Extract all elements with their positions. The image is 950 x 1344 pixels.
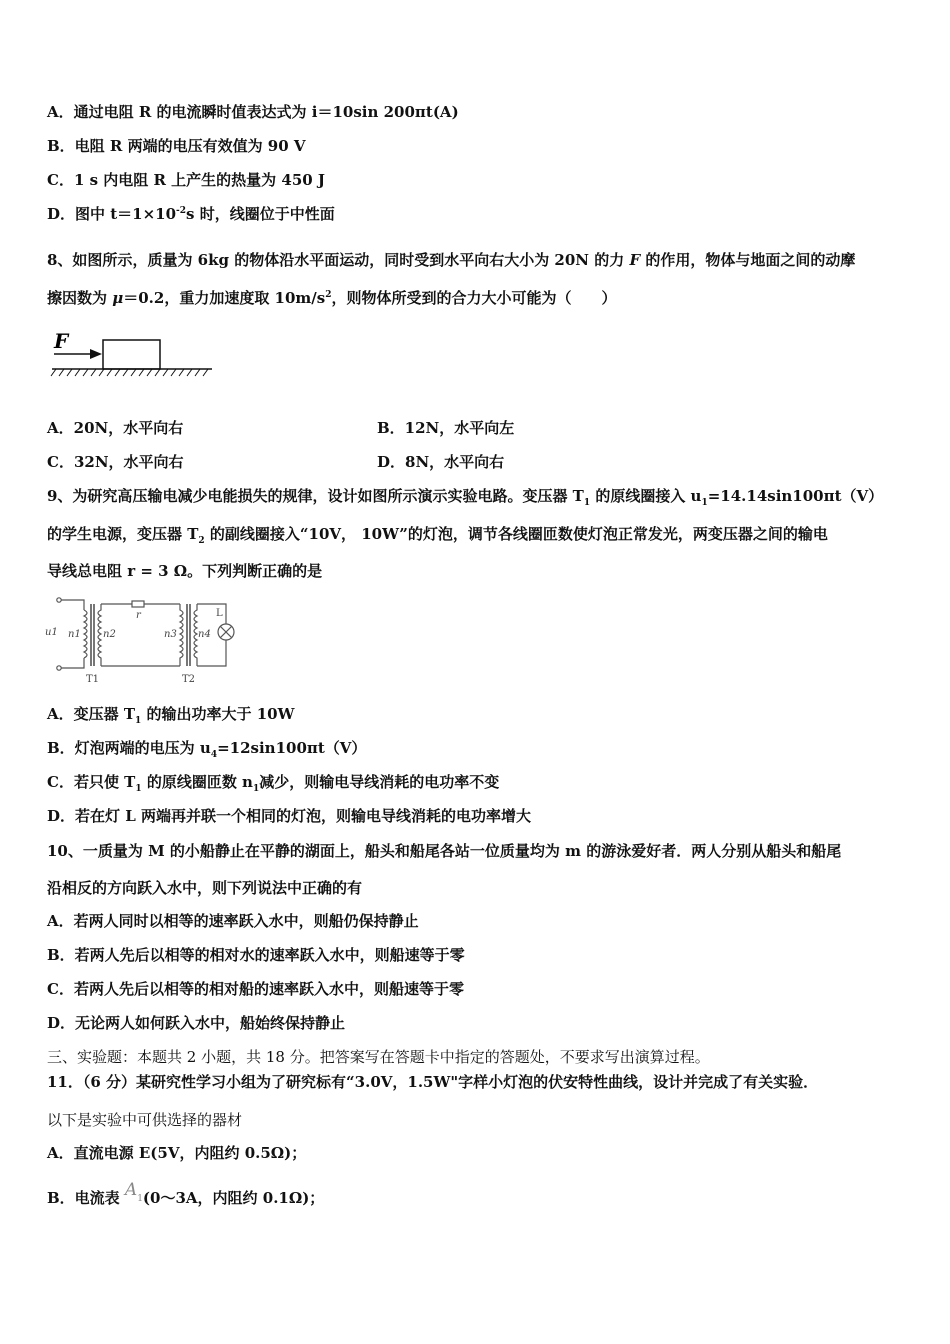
coil-n4 (194, 604, 197, 666)
resistor-r (132, 601, 144, 607)
q7-option-d: D．图中 $t=1\times 10^{-2}s$ 时，线圈位于中性面 (47, 205, 335, 223)
coil-n1 (84, 610, 87, 658)
label-n3: n3 (164, 629, 177, 640)
q11-stem-line2: 以下是实验中可供选择的器材 (47, 1111, 243, 1129)
q8-block-figure (48, 328, 218, 380)
q8-option-c: C．32N，水平向右 (47, 453, 184, 471)
q10-stem-line2: 沿相反的方向跃入水中，则下列说法中正确的有 (47, 879, 363, 897)
label-n1: n1 (68, 629, 81, 640)
q10-option-b: B．若两人先后以相等的相对水的速率跃入水中，则船速等于零 (47, 946, 465, 964)
q8-options-row1 (47, 418, 907, 438)
label-r: r (136, 610, 141, 621)
input-terminal-top (57, 598, 61, 602)
q11-stem-line1: 11．（6 分）某研究性学习小组为了研究标有“3.0V，1.5W"字样小灯泡的伏安特性曲线，设计并完成了有关实验． (47, 1073, 819, 1091)
force-arrowhead (90, 349, 102, 359)
label-l: L (216, 608, 223, 619)
ground-hatch (51, 369, 208, 376)
q8-stem-line1: 8、如图所示，质量为 6kg 的物体沿水平面运动，同时受到水平向右大小为 20N 的力 F 的作用，物体与地面之间的动摩 (47, 251, 856, 269)
q9-circuit-figure (44, 590, 244, 686)
q9-stem-line3: 导线总电阻 r = 3 Ω。下列判断正确的是 (47, 562, 323, 580)
q9-stem-line1: 9、为研究高压输电减少电能损失的规律，设计如图所示演示实验电路。变压器 $T_1$ 的原线圈接入 $u_1=14.14\sin 100\pi t(V)$ (47, 487, 884, 508)
ammeter-symbol: A (124, 1180, 138, 1200)
q9-stem-line2: 的学生电源，变压器 $T_2$ 的副线圈接入“10V， 10W”的灯泡，调节各线圈匝数使灯泡正常发光，两变压器之间的输电 (47, 525, 828, 546)
q8-options-row2 (47, 452, 907, 472)
label-n4: n4 (198, 629, 211, 640)
force-label: F (54, 329, 69, 353)
q11-option-a: A．直流电源 E(5V，内阻约 0.5Ω)； (47, 1144, 307, 1162)
q8-stem-line2: 擦因数为 μ＝0.2，重力加速度取 $10m/s^2$，则物体所受到的合力大小可能为（ ） (47, 289, 617, 307)
section-3-heading: 三、实验题：本题共 2 小题，共 18 分。把答案写在答题卡中指定的答题处，不要求写出演算过程。 (47, 1048, 710, 1066)
q9-option-a: A．变压器 $T_1$ 的输出功率大于 10W (47, 705, 295, 726)
q10-stem-line1: 10、一质量为 M 的小船静止在平静的湖面上，船头和船尾各站一位质量均为 m 的游泳爱好者．两人分别从船头和船尾 (47, 842, 842, 860)
q7-option-a: A．通过电阻 R 的电流瞬时值表达式为 i＝10sin 200πt(A) (47, 103, 459, 121)
q10-option-a: A．若两人同时以相等的速率跃入水中，则船仍保持静止 (47, 912, 419, 930)
label-n2: n2 (103, 629, 116, 640)
block (103, 340, 160, 369)
label-t1: T1 (86, 674, 100, 685)
q7-option-c: C．1 s 内电阻 R 上产生的热量为 450 J (47, 171, 326, 189)
q9-option-d: D．若在灯 L 两端再并联一个相同的灯泡，则输电导线消耗的电功率增大 (47, 807, 532, 825)
q8-option-b: B．12N，水平向左 (377, 419, 515, 437)
q8-option-a: A．20N，水平向右 (47, 419, 184, 437)
q9-option-c: C．若只使 $T_1$ 的原线圈匝数 $n_1$减少，则输电导线消耗的电功率不变 (47, 773, 500, 794)
coil-n3 (180, 604, 183, 666)
q7-option-b: B．电阻 R 两端的电压有效值为 90 V (47, 137, 306, 155)
label-t2: T2 (182, 674, 196, 685)
input-terminal-bottom (57, 666, 61, 670)
q10-option-d: D．无论两人如何跃入水中，船始终保持静止 (47, 1014, 346, 1032)
coil-n2 (98, 604, 101, 666)
q8-option-d: D．8N，水平向右 (377, 453, 505, 471)
q9-option-b: B．灯泡两端的电压为 $u_4=12\sin 100\pi t(V)$ (47, 739, 367, 760)
q11-option-b: B．电流表 $A_1(0\sim 3A$，内阻约 0.1Ω)； (47, 1180, 325, 1207)
label-u1: u1 (45, 627, 58, 638)
q10-option-c: C．若两人先后以相等的相对船的速率跃入水中，则船速等于零 (47, 980, 464, 998)
